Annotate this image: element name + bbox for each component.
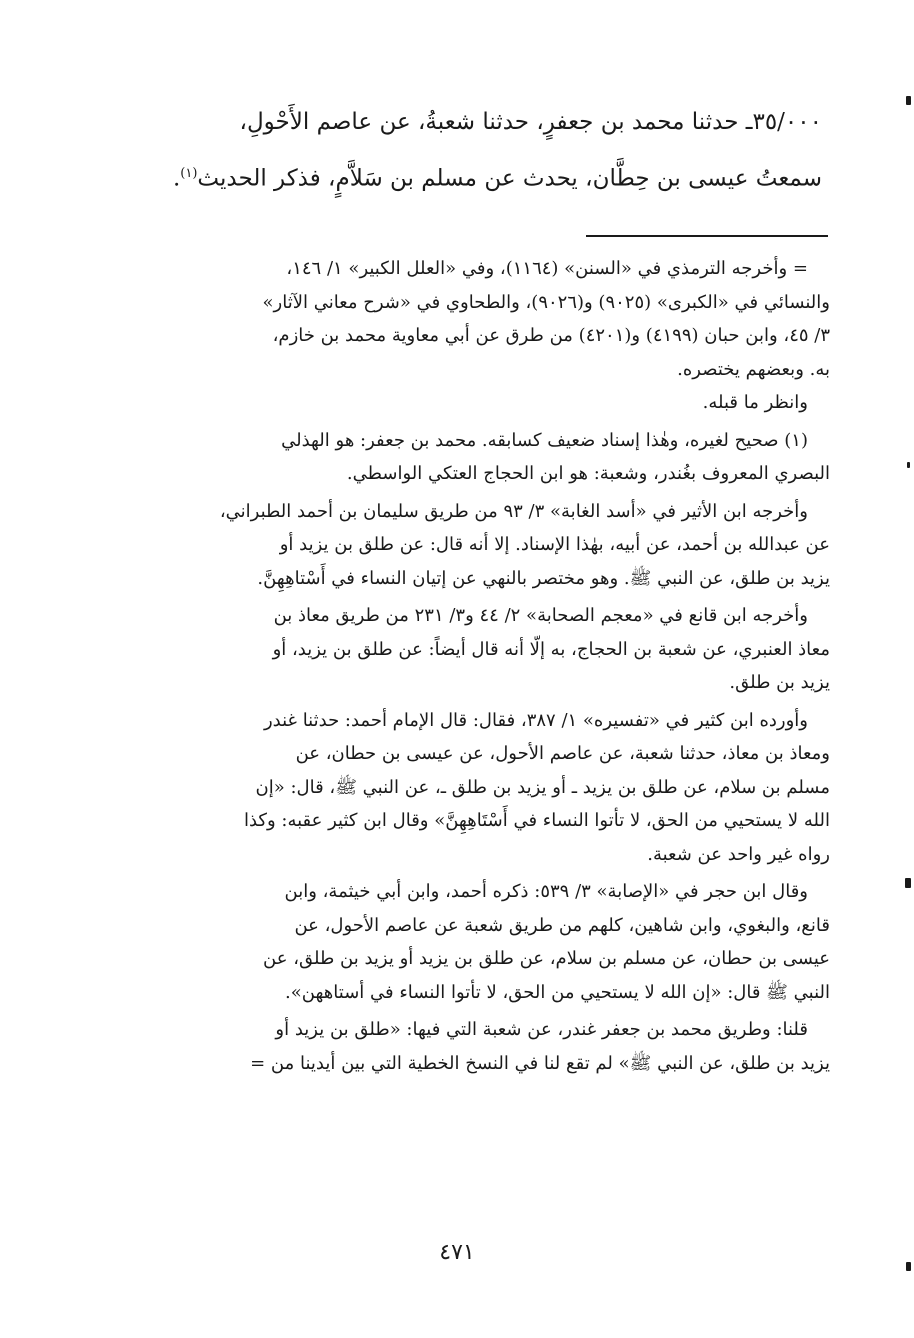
scan-mark [906, 96, 911, 105]
note-line: (١) صحيح لغيره، وهٰذا إسناد ضعيف كسابقه. محمد بن جعفر: هو الهذلي [281, 429, 808, 451]
continuation-paragraph [118, 252, 830, 386]
paragraph-qulna [118, 1013, 830, 1080]
note-line: = وأخرجه الترمذي في «السنن» (١١٦٤)، وفي «العلل الكبير» ١/ ١٤٦، [286, 258, 808, 279]
footnote-ref: (١) [180, 166, 198, 181]
scan-mark [907, 462, 910, 468]
note-line: عن عبدالله بن أحمد، عن أبيه، بهٰذا الإسناد. إلا أنه قال: عن طلق بن يزيد أو [279, 534, 830, 555]
scan-mark [906, 1262, 911, 1271]
hadith-line: ٣٥/٠٠٠ـ حدثنا محمد بن جعفرٍ، حدثنا شعبةُ، عن عاصم الأَحْولِ، [239, 109, 822, 135]
paragraph-ibn-athir [118, 495, 830, 596]
note-line: يزيد بن طلق، عن النبي ﷺ» لم تقع لنا في النسخ الخطية التي بين أيدينا من = [250, 1052, 830, 1074]
note-line: وأخرجه ابن الأثير في «أسد الغابة» ٣/ ٩٣ من طريق سليمان بن أحمد الطبراني، [219, 500, 808, 522]
hadith-text [120, 96, 822, 205]
note-line: قلنا: وطريق محمد بن جعفر غندر، عن شعبة التي فيها: «طلق بن يزيد أو [275, 1019, 808, 1040]
page-number: ٤٧١ [439, 1240, 475, 1265]
note-line: الله لا يستحيي من الحق، لا تأتوا النساء في أَسْتَاهِهِنَّ» وقال ابن كثير عقبه: وكذا [243, 810, 830, 831]
paragraph-ibn-hajar [118, 875, 830, 1009]
scan-mark [905, 878, 911, 888]
note-line: وأخرجه ابن قانع في «معجم الصحابة» ٢/ ٤٤ و٣/ ٢٣١ من طريق معاذ بن [273, 605, 808, 626]
note-line: عيسى بن حطان، عن مسلم بن سلام، عن طلق بن يزيد أو يزيد بن طلق، عن [263, 948, 830, 969]
note-line: مسلم بن سلام، عن طلق بن يزيد ـ أو يزيد بن طلق ـ، عن النبي ﷺ، قال: «إن [255, 776, 830, 798]
note-line: رواه غير واحد عن شعبة. [647, 843, 830, 865]
note-line: قانع، والبغوي، وابن شاهين، كلهم من طريق شعبة عن عاصم الأحول، عن [294, 914, 830, 936]
note-line: يزيد بن طلق، عن النبي ﷺ. وهو مختصر بالنهي عن إتيان النساء في أَسْتاهِهِنَّ. [257, 567, 830, 589]
footnote-1 [118, 424, 830, 491]
note-line: النبي ﷺ قال: «إن الله لا يستحيي من الحق، لا تأتوا النساء في أستاههن». [285, 981, 830, 1003]
hadith-line-end: . [172, 165, 181, 192]
note-line: ومعاذ بن معاذ، حدثنا شعبة، عن عاصم الأحول، عن عيسى بن حطان، عن [295, 743, 830, 764]
hadith-line-text: سمعتُ عيسى بن حِطَّان، يحدث عن مسلم بن سَلاَّمٍ، فذكر الحديث [197, 165, 822, 192]
note-line: معاذ العنبري، عن شعبة بن الحجاج، به إلّا أنه قال أيضاً: عن طلق بن يزيد، أو [272, 638, 830, 660]
note-line: وقال ابن حجر في «الإصابة» ٣/ ٥٣٩: ذكره أحمد، وابن أبي خيثمة، وابن [284, 881, 808, 902]
note-line: ٣/ ٤٥، وابن حبان (٤١٩٩) و(٤٢٠١) من طرق عن أبي معاوية محمد بن خازم، [272, 325, 830, 346]
footnotes [118, 252, 830, 1080]
footnote-divider [586, 235, 828, 237]
note-line: البصري المعروف بغُندر، وشعبة: هو ابن الحجاج العتكي الواسطي. [346, 463, 830, 484]
note-line: وأورده ابن كثير في «تفسيره» ١/ ٣٨٧، فقال: قال الإمام أحمد: حدثنا غندر [263, 709, 808, 731]
paragraph-ibn-kathir [118, 704, 830, 872]
note-line: يزيد بن طلق. [729, 672, 830, 693]
note-line: به. وبعضهم يختصره. [677, 358, 830, 380]
hadith-line [120, 148, 822, 205]
paragraph-ibn-qani [118, 599, 830, 700]
see-before-line: وانظر ما قبله. [702, 392, 808, 413]
note-line: والنسائي في «الكبرى» (٩٠٢٥) و(٩٠٢٦)، والطحاوي في «شرح معاني الآثار» [262, 291, 830, 313]
